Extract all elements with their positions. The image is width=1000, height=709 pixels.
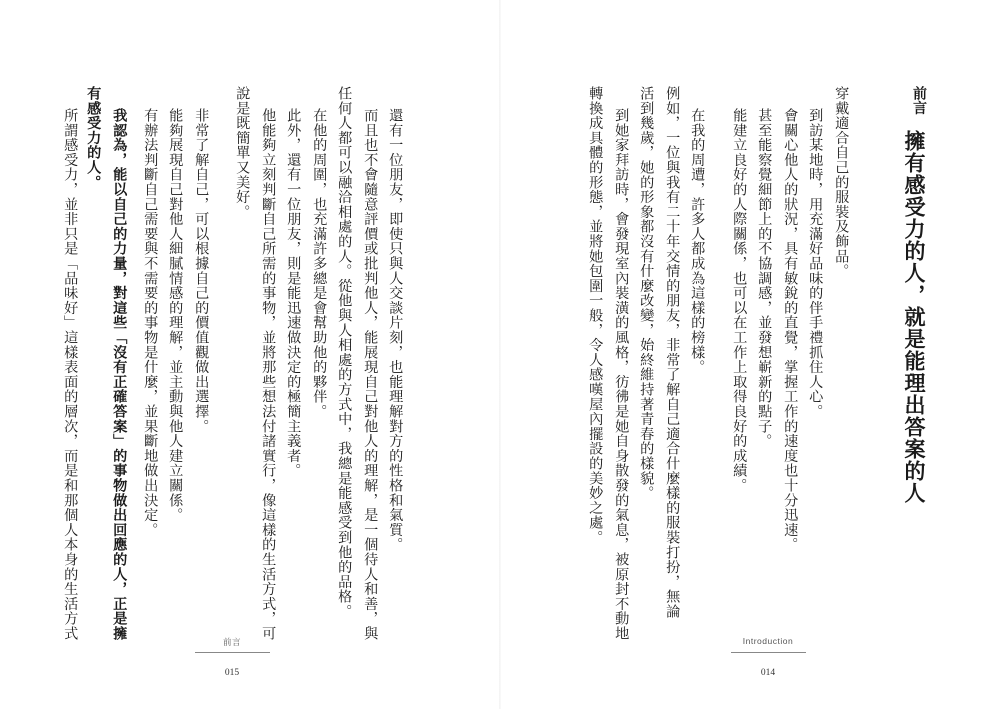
body-column: 任何人都可以融洽相處的人。從他與人相處的方式中，我總是能感受到他的品格。 (336, 86, 353, 619)
right-page (500, 0, 1000, 709)
body-column: 有感受力的人。 (85, 86, 102, 190)
page-number: 014 (760, 668, 776, 678)
body-column: 到她家拜訪時，會發現室內裝潢的風格，彷彿是她自身散發的氣息，被原封不動地 (613, 108, 630, 641)
section-label: 前言 (911, 86, 927, 116)
running-footer: Introduction (742, 636, 794, 646)
page-number: 015 (224, 668, 240, 678)
body-column: 會關心他人的狀況，具有敏銳的直覺，掌握工作的速度也十分迅速。 (782, 108, 799, 552)
footer-rule (195, 652, 270, 653)
body-column: 有辦法判斷自己需要與不需要的事物是什麼，並果斷地做出決定。 (142, 108, 159, 538)
body-column: 活到幾歲，她的形象都沒有什麼改變，始終維持著青春的樣貌。 (638, 86, 655, 501)
body-column: 還有一位朋友，即使只與人交談片刻，也能理解對方的性格和氣質。 (387, 108, 404, 552)
body-column: 非常了解自己，可以根據自己的價值觀做出選擇。 (193, 108, 210, 434)
body-column: 能夠展現自己對他人細膩情感的理解，並主動與他人建立關係。 (167, 108, 184, 523)
body-column: 到訪某地時，用充滿好品味的伴手禮抓住人心。 (807, 108, 824, 419)
body-column: 他能夠立刻判斷自己所需的事物，並將那些想法付諸實行，像這樣的生活方式，可 (260, 108, 277, 641)
body-column: 說是既簡單又美好。 (234, 86, 251, 220)
body-column: 所謂感受力，並非只是「品味好」這樣表面的層次，而是和那個人本身的生活方式 (62, 108, 79, 641)
body-column: 甚至能察覺細節上的不協調感，並發想嶄新的點子。 (756, 108, 773, 449)
running-footer: 前言 (222, 637, 241, 647)
body-column: 能建立良好的人際關係，也可以在工作上取得良好的成績。 (731, 108, 748, 493)
body-column: 在他的周圍，也充滿許多總是會幫助他的夥伴。 (311, 108, 328, 419)
chapter-title: 擁有感受力的人，就是能理出答案的人 (902, 130, 926, 504)
footer-rule (731, 652, 806, 653)
body-column: 例如，一位與我有二十年交情的朋友，非常了解自己適合什麼樣的服裝打扮，無論 (664, 86, 681, 619)
body-column: 此外，還有一位朋友，則是能迅速做決定的極簡主義者。 (285, 108, 302, 478)
body-column: 穿戴適合自己的服裝及飾品。 (833, 86, 850, 279)
body-column: 轉換成具體的形態，並將她包圍一般，令人感嘆屋內擺設的美妙之處。 (587, 86, 604, 545)
body-column: 而且也不會隨意評價或批判他人，能展現自己對他人的理解，是一個待人和善，與 (362, 108, 379, 641)
body-column: 在我的周遭，許多人都成為這樣的榜樣。 (689, 108, 706, 375)
body-column: 我認為，能以自己的力量，對這些「沒有正確答案」的事物做出回應的人，正是擁 (111, 108, 128, 641)
